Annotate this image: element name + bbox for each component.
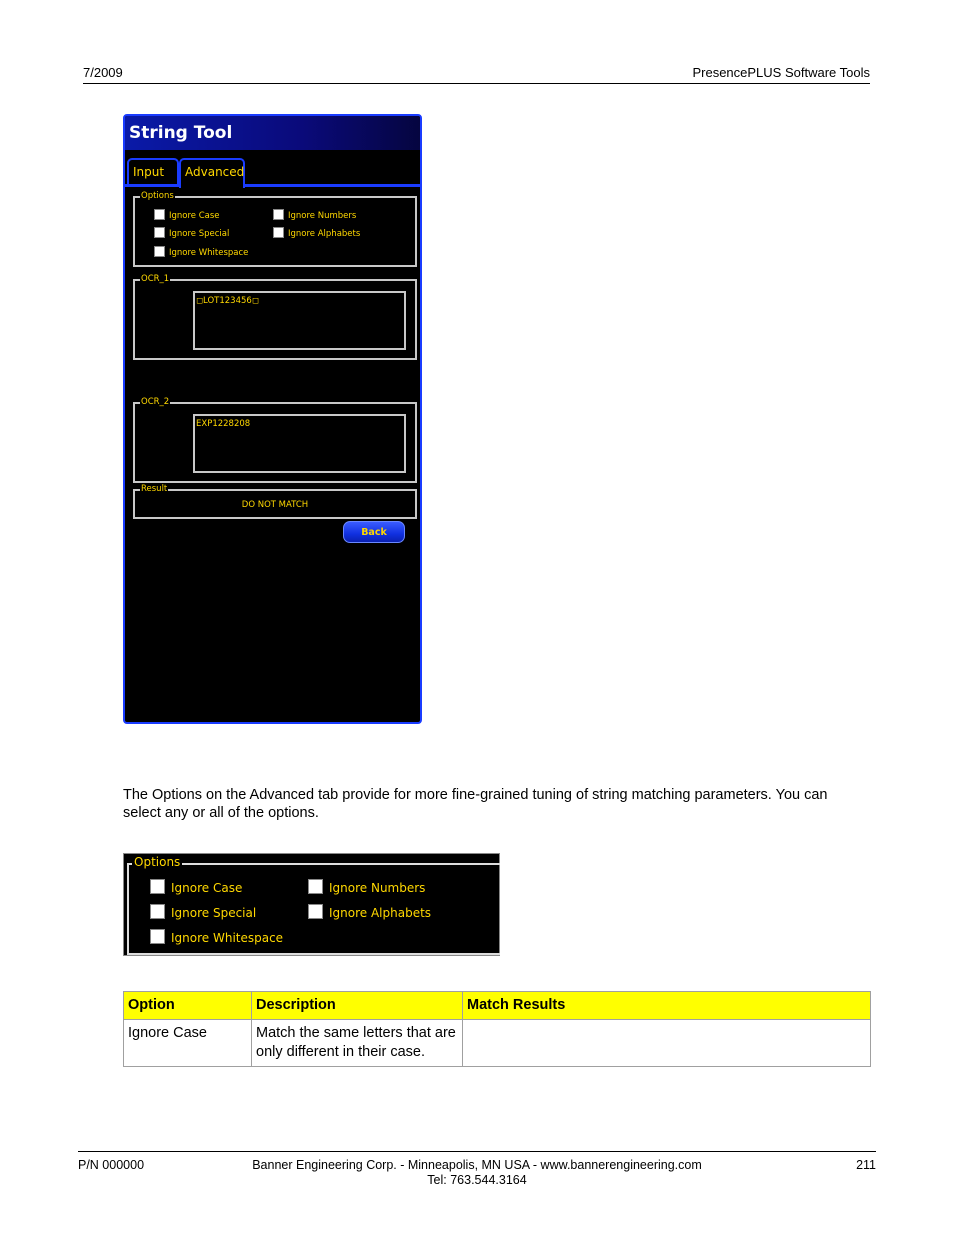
checkbox-icon[interactable] [150,904,165,919]
ocr1-label: OCR_1 [141,274,170,284]
panel-option-ignore-special[interactable] [150,904,256,921]
footer-tel: Tel: 763.544.3164 [427,1173,527,1187]
options-table [123,991,871,1067]
option-ignore-case[interactable] [154,209,220,222]
checkbox-icon[interactable] [273,209,284,220]
table-row [124,1020,871,1067]
option-label: Ignore Case [169,211,220,221]
tab-input[interactable]: Input [127,158,179,186]
header-divider [83,83,870,84]
option-label: Ignore Whitespace [171,931,284,945]
header-description: Description [252,992,463,1020]
option-ignore-alphabets[interactable] [273,227,360,240]
table-header-row [124,992,871,1020]
ocr2-textbox[interactable]: EXP1228208 [193,414,406,473]
footer-company-line: Banner Engineering Corp. - Minneapolis, MN USA - www.bannerengineering.com [252,1158,702,1172]
option-label: Ignore Whitespace [169,248,249,258]
option-label: Ignore Alphabets [329,906,432,920]
checkbox-icon[interactable] [308,904,323,919]
options-group-label: Options [141,191,174,201]
tab-advanced[interactable]: Advanced [179,158,245,188]
footer-divider [78,1151,876,1152]
option-label: Ignore Special [171,906,257,920]
window-title: String Tool [129,123,233,143]
option-label: Ignore Numbers [288,211,357,221]
checkbox-icon[interactable] [308,879,323,894]
checkbox-icon[interactable] [150,929,165,944]
panel-option-ignore-whitespace[interactable] [150,929,283,946]
option-label: Ignore Special [169,229,230,239]
footer-company [200,1158,754,1188]
checkbox-icon[interactable] [154,227,165,238]
option-label: Ignore Case [171,881,243,895]
options-group [133,191,417,267]
ocr1-group [133,274,417,360]
back-button[interactable]: Back [343,521,405,543]
panel-option-ignore-case[interactable] [150,879,242,896]
ocr1-textbox[interactable]: ◻LOT123456◻ [193,291,406,350]
cell-option: Ignore Case [124,1020,252,1067]
tab-underline [125,184,420,187]
header-match-results: Match Results [463,992,871,1020]
cell-match-results [463,1020,871,1067]
options-panel [123,853,500,956]
checkbox-icon[interactable] [150,879,165,894]
footer-part-number: P/N 000000 [78,1158,145,1172]
cell-description: Match the same letters that are only different in their case. [252,1020,463,1067]
options-panel-label: Options [134,855,181,869]
result-label: Result [141,484,168,494]
body-paragraph: The Options on the Advanced tab provide for more fine-grained tuning of string matching parameters. You can select any or all of the options. [123,787,828,821]
checkbox-icon[interactable] [154,209,165,220]
option-ignore-whitespace[interactable] [154,246,248,259]
option-label: Ignore Numbers [329,881,426,895]
checkbox-icon[interactable] [273,227,284,238]
option-label: Ignore Alphabets [288,229,361,239]
header-doc-title: PresencePLUS Software Tools [692,65,870,80]
checkbox-icon[interactable] [154,246,165,257]
panel-option-ignore-alphabets[interactable] [308,904,431,921]
panel-option-ignore-numbers[interactable] [308,879,425,896]
result-value: DO NOT MATCH [241,500,309,510]
option-ignore-special[interactable] [154,227,229,240]
header-option: Option [124,992,252,1020]
footer-page-number: 211 [856,1158,876,1172]
string-tool-window [123,114,422,724]
option-ignore-numbers[interactable] [273,209,356,222]
ocr2-label: OCR_2 [141,397,170,407]
header-date: 7/2009 [83,65,123,80]
ocr2-group [133,397,417,483]
result-group [133,484,417,519]
title-bar [125,116,420,150]
